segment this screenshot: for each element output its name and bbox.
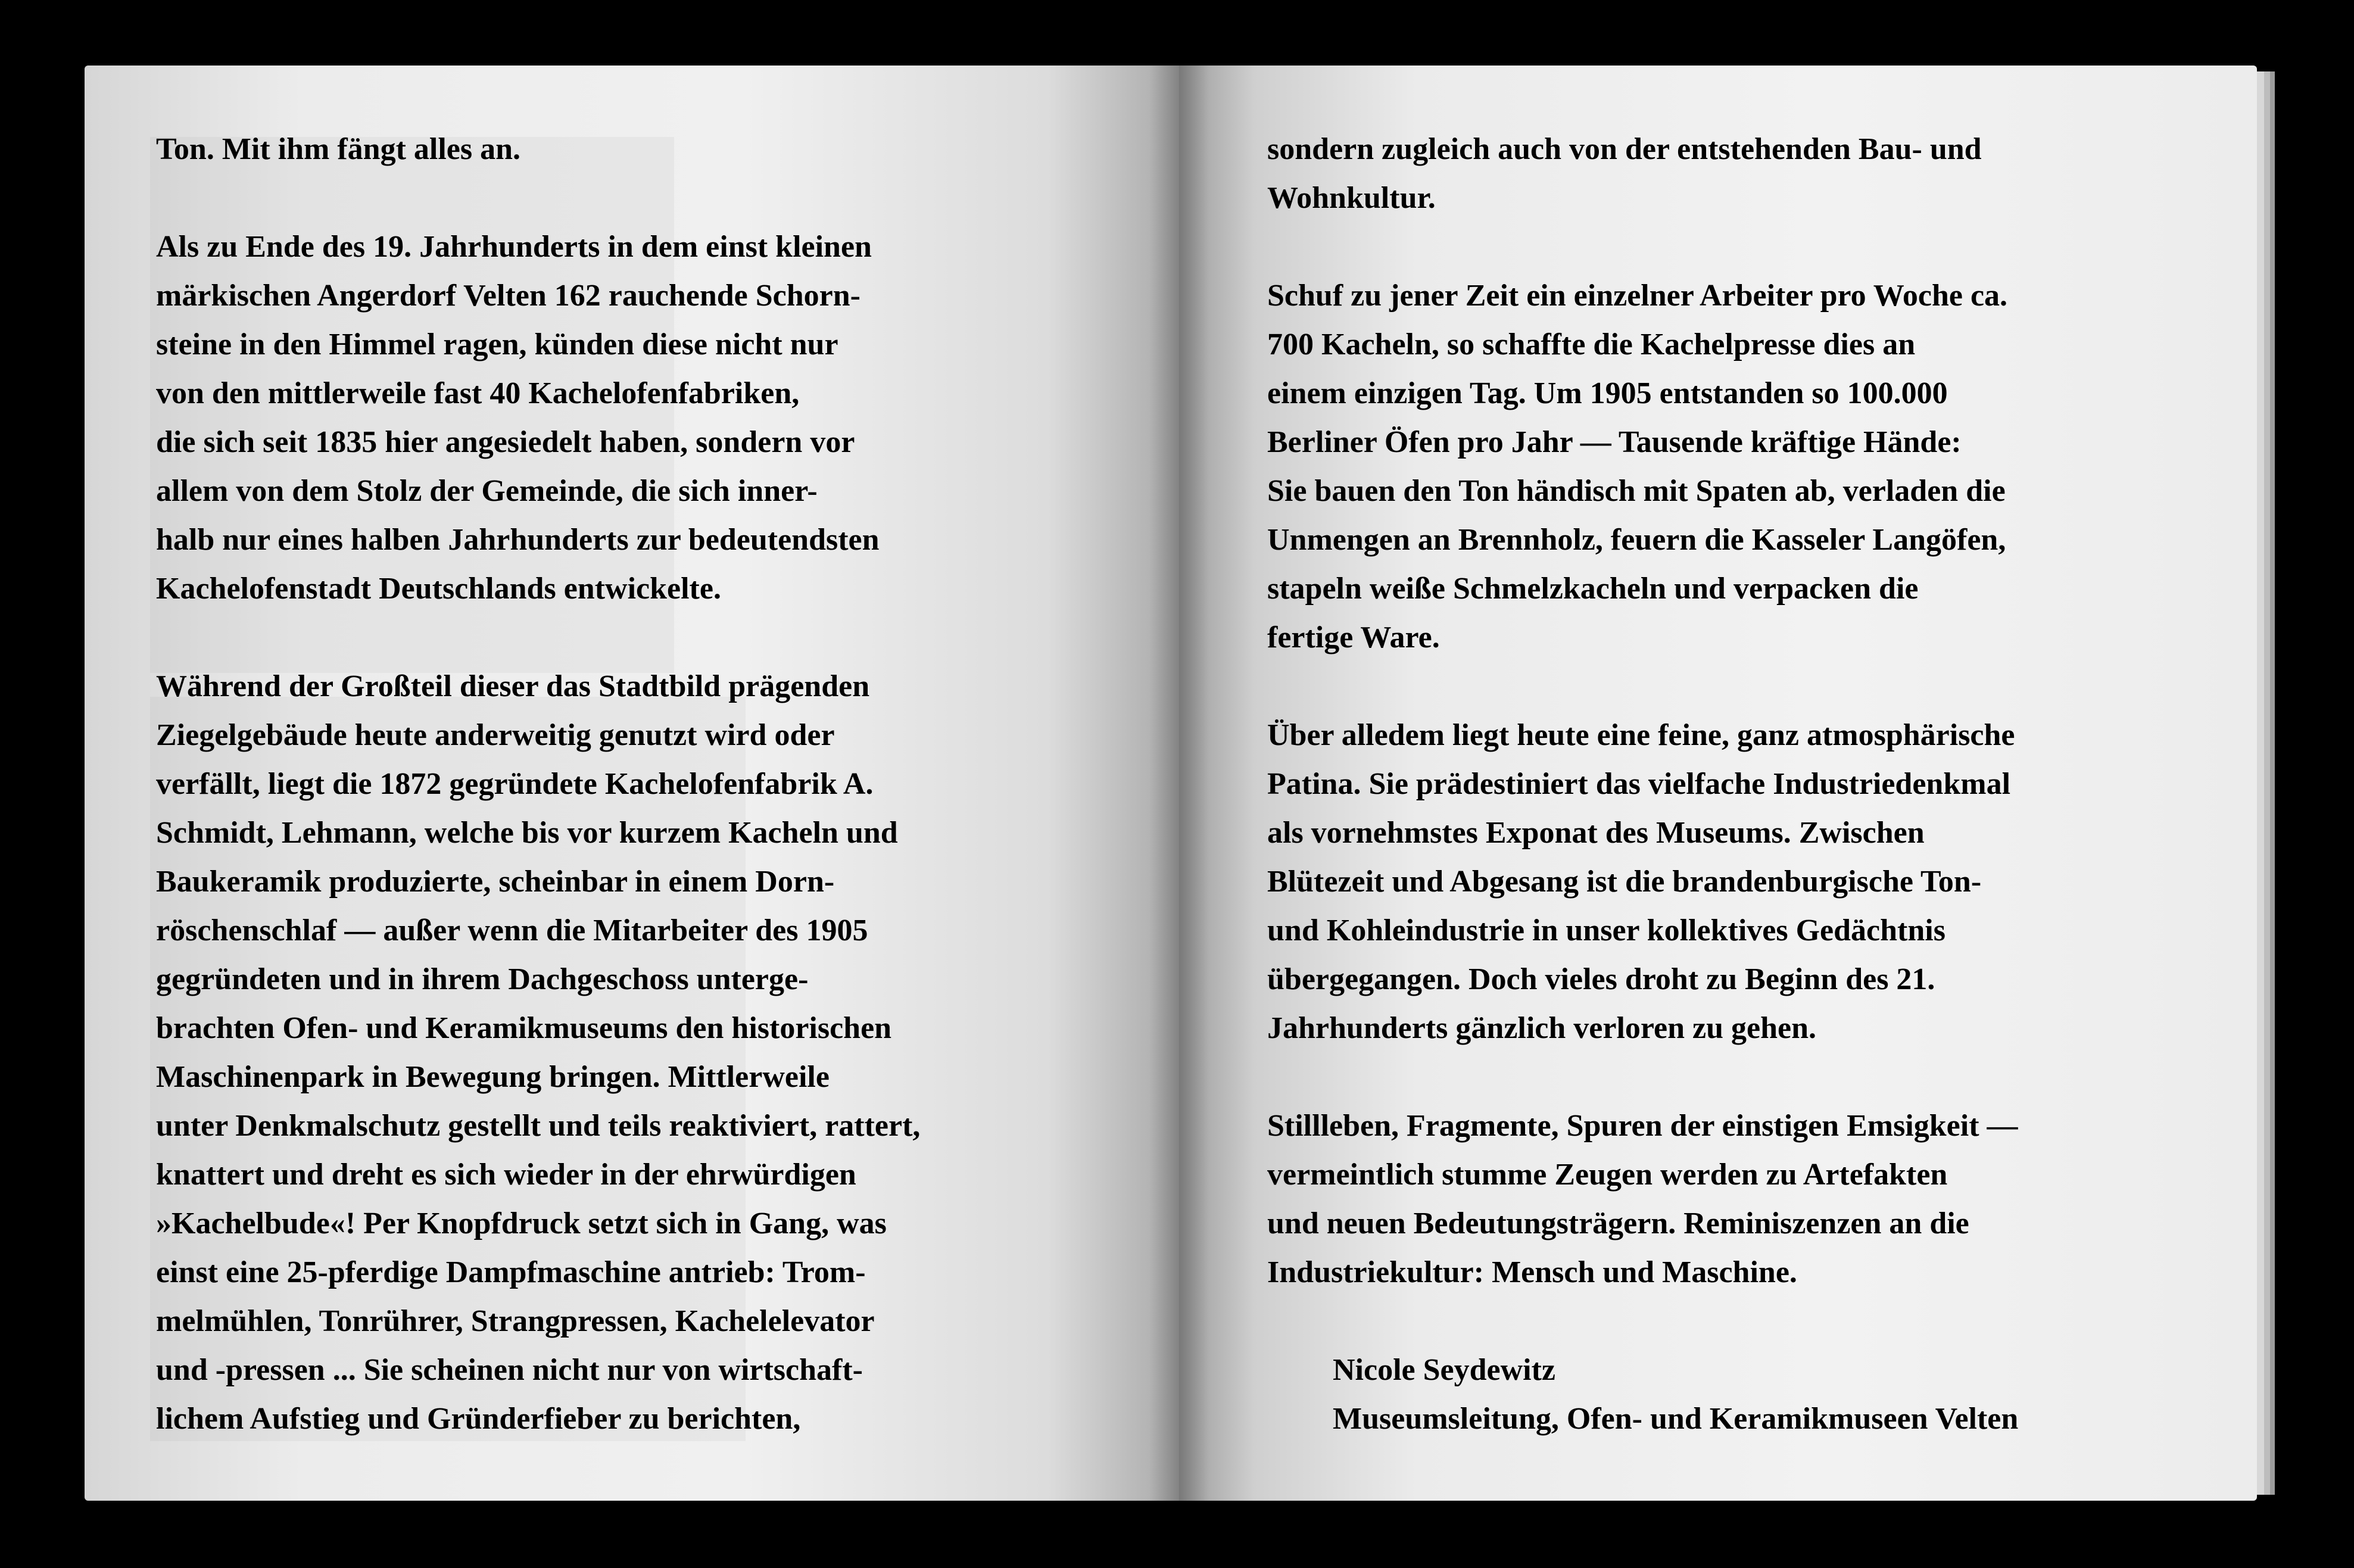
text-line: vermeintlich stumme Zeugen werden zu Artefakten (1267, 1158, 1948, 1192)
paragraph-gap (1267, 1297, 2018, 1346)
text-line: Jahrhunderts gänzlich verloren zu gehen. (1267, 1011, 1817, 1045)
text-line: halb nur eines halben Jahrhunderts zur bedeutendsten (156, 523, 880, 557)
page-edge (2270, 71, 2275, 1495)
text-line: Ziegelgebäude heute anderweitig genutzt wird oder (156, 718, 835, 752)
author-name: Nicole Seydewitz (1333, 1353, 1556, 1387)
text-line: übergegangen. Doch vieles droht zu Beginn des 21. (1267, 962, 1935, 996)
text-line: märkischen Angerdorf Velten 162 rauchende Schorn- (156, 279, 860, 313)
text-line: Industriekultur: Mensch und Maschine. (1267, 1255, 1797, 1289)
text-line: »Kachelbude«! Per Knopfdruck setzt sich in Gang, was (156, 1207, 887, 1240)
text-line: 700 Kacheln, so schaffte die Kachelpresse dies an (1267, 328, 1916, 361)
text-line: die sich seit 1835 hier angesiedelt haben, sondern vor (156, 425, 855, 459)
author-title: Museumsleitung, Ofen- und Keramikmuseen Velten (1333, 1402, 2019, 1436)
text-line: fertige Ware. (1267, 621, 1440, 654)
text-line: brachten Ofen- und Keramikmuseums den historischen (156, 1011, 892, 1045)
left-page-text (156, 125, 920, 1444)
paragraph-gap (156, 613, 920, 662)
text-line: allem von dem Stolz der Gemeinde, die sich inner- (156, 474, 818, 508)
paragraph-gap (1267, 662, 2018, 711)
text-line: Maschinenpark in Bewegung bringen. Mittlerweile (156, 1060, 830, 1094)
text-line: Baukeramik produzierte, scheinbar in einem Dorn- (156, 865, 835, 899)
right-page-text (1267, 125, 2018, 1444)
text-line: Sie bauen den Ton händisch mit Spaten ab, verladen die (1267, 474, 2006, 508)
text-line: röschenschlaf — außer wenn die Mitarbeiter des 1905 (156, 914, 868, 947)
text-line: Unmengen an Brennholz, feuern die Kasseler Langöfen, (1267, 523, 2006, 557)
text-line: Kachelofenstadt Deutschlands entwickelte. (156, 572, 721, 606)
text-line: Berliner Öfen pro Jahr — Tausende kräftige Hände: (1267, 425, 1962, 459)
text-line: Patina. Sie prädestiniert das vielfache Industriedenkmal (1267, 767, 2011, 801)
book-spine (1149, 66, 1209, 1501)
text-line: Ton. Mit ihm fängt alles an. (156, 132, 521, 166)
text-line: gegründeten und in ihrem Dachgeschoss unterge- (156, 962, 809, 996)
page-edge (2257, 71, 2264, 1495)
text-line: und -pressen ... Sie scheinen nicht nur von wirtschaft- (156, 1353, 863, 1387)
text-line: steine in den Himmel ragen, künden diese nicht nur (156, 328, 838, 361)
text-line: von den mittlerweile fast 40 Kachelofenfabriken, (156, 376, 800, 410)
text-line: einem einzigen Tag. Um 1905 entstanden so 100.000 (1267, 376, 1948, 410)
text-line: melmühlen, Tonrührer, Strangpressen, Kachelelevator (156, 1304, 875, 1338)
paragraph-gap (1267, 1053, 2018, 1102)
text-line: Schmidt, Lehmann, welche bis vor kurzem Kacheln und (156, 816, 898, 850)
text-line: Wohnkultur. (1267, 181, 1436, 215)
text-line: unter Denkmalschutz gestellt und teils reaktiviert, rattert, (156, 1109, 921, 1143)
text-line: Als zu Ende des 19. Jahrhunderts in dem einst kleinen (156, 230, 872, 264)
text-line: verfällt, liegt die 1872 gegründete Kachelofenfabrik A. (156, 767, 874, 801)
paragraph-gap (156, 174, 920, 223)
text-line: Blütezeit und Abgesang ist die brandenburgische Ton- (1267, 865, 1982, 899)
text-line: als vornehmstes Exponat des Museums. Zwischen (1267, 816, 1925, 850)
text-line: lichem Aufstieg und Gründerfieber zu berichten, (156, 1402, 801, 1436)
text-line: knattert und dreht es sich wieder in der ehrwürdigen (156, 1158, 856, 1192)
text-line: stapeln weiße Schmelzkacheln und verpacken die (1267, 572, 1919, 606)
paragraph-gap (1267, 223, 2018, 272)
text-line: Während der Großteil dieser das Stadtbild prägenden (156, 669, 870, 703)
text-line: Über alledem liegt heute eine feine, ganz atmosphärische (1267, 718, 2015, 752)
text-line: Schuf zu jener Zeit ein einzelner Arbeiter pro Woche ca. (1267, 279, 2008, 313)
page-edge (2264, 71, 2270, 1495)
text-line: und neuen Bedeutungsträgern. Reminiszenzen an die (1267, 1207, 1969, 1240)
text-line: sondern zugleich auch von der entstehenden Bau- und (1267, 132, 1982, 166)
text-line: Stillleben, Fragmente, Spuren der einstigen Emsigkeit — (1267, 1109, 2018, 1143)
text-line: einst eine 25-pferdige Dampfmaschine antrieb: Trom- (156, 1255, 866, 1289)
text-line: und Kohleindustrie in unser kollektives Gedächtnis (1267, 914, 1945, 947)
